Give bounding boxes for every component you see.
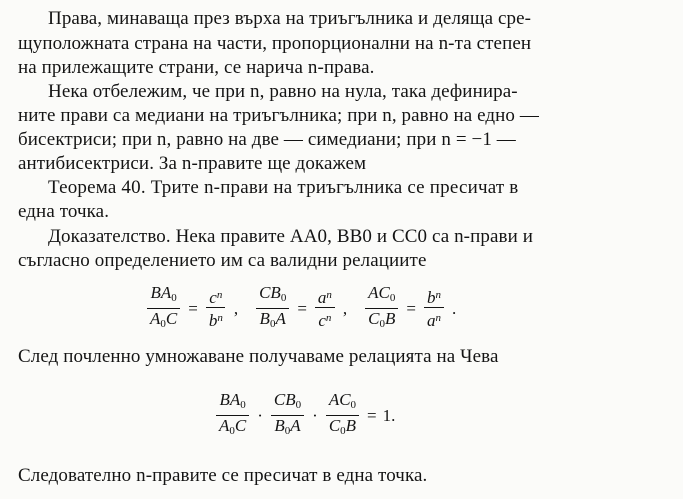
text-line-7: антибисектриси. За n-правите ще докажем xyxy=(18,153,367,174)
fraction-bn-an: $\frac{b^n}{a^n}$ xyxy=(424,286,444,331)
equation-ceva: $\frac{BA_0}{A_0C}$ · $\frac{CB_0}{B_0A}$ · $\frac{AC_0}{C_0B}$ = 1. xyxy=(214,390,395,441)
fraction-ac0-c0b: $\frac{AC_0}{C_0B}$ xyxy=(365,283,398,334)
theorem-line: Теорема 40. Трите n-прави на триъгълника се пресичат в xyxy=(48,177,519,198)
text-line-6: бисектриси; при n, равно на две — симедиани; при n = −1 — xyxy=(18,129,516,150)
text-line-2: щуположната страна на части, пропорционални на n-та степен xyxy=(18,33,532,54)
proof-line: Доказателство. Нека правите AA0, BB0 и CC0 са n-прави и xyxy=(48,226,533,247)
text-line-4: Нека отбележим, че при n, равно на нула, така дефинира- xyxy=(48,81,518,102)
fraction-an-cn: $\frac{a^n}{c^n}$ xyxy=(315,286,335,331)
text-line-3: на прилежащите страни, се нарича n-права. xyxy=(18,57,375,78)
text-line-5: ните прави са медиани на триъгълника; при n, равно на едно — xyxy=(18,105,539,126)
ceva-rhs: 1. xyxy=(382,405,396,425)
fraction-ba0-a0c xyxy=(147,283,180,334)
fraction-cb0-b0a: $\frac{CB_0}{B_0A}$ xyxy=(256,283,289,334)
frac-num: $BA_0$ xyxy=(147,283,179,309)
frac-den: $A_0C$ xyxy=(150,309,178,330)
text-line-1: Права, минаваща през върха на триъгълника и деляща сре- xyxy=(48,8,532,29)
equation-relations: $\frac{BA_0}{A_0C}$ = $\frac{c^n}{b^n}$ , $\frac{CB_0}{B_0A}$ = $\frac{a^n}{c^n}$ , $\frac{AC_0}{C_0B}$ = $\frac{b^n}{a^n}$ . xyxy=(145,283,462,334)
text-line-11: съгласно определението им са валидни релациите xyxy=(18,250,427,271)
text-line-conclusion: Следователно n-правите се пресичат в една точка. xyxy=(18,465,428,486)
text-line-ceva: След почленно умножаване получаваме релацията на Чева xyxy=(18,346,499,367)
text-line-9: една точка. xyxy=(18,201,110,222)
fraction-cn-bn: $\frac{c^n}{b^n}$ xyxy=(206,286,226,331)
